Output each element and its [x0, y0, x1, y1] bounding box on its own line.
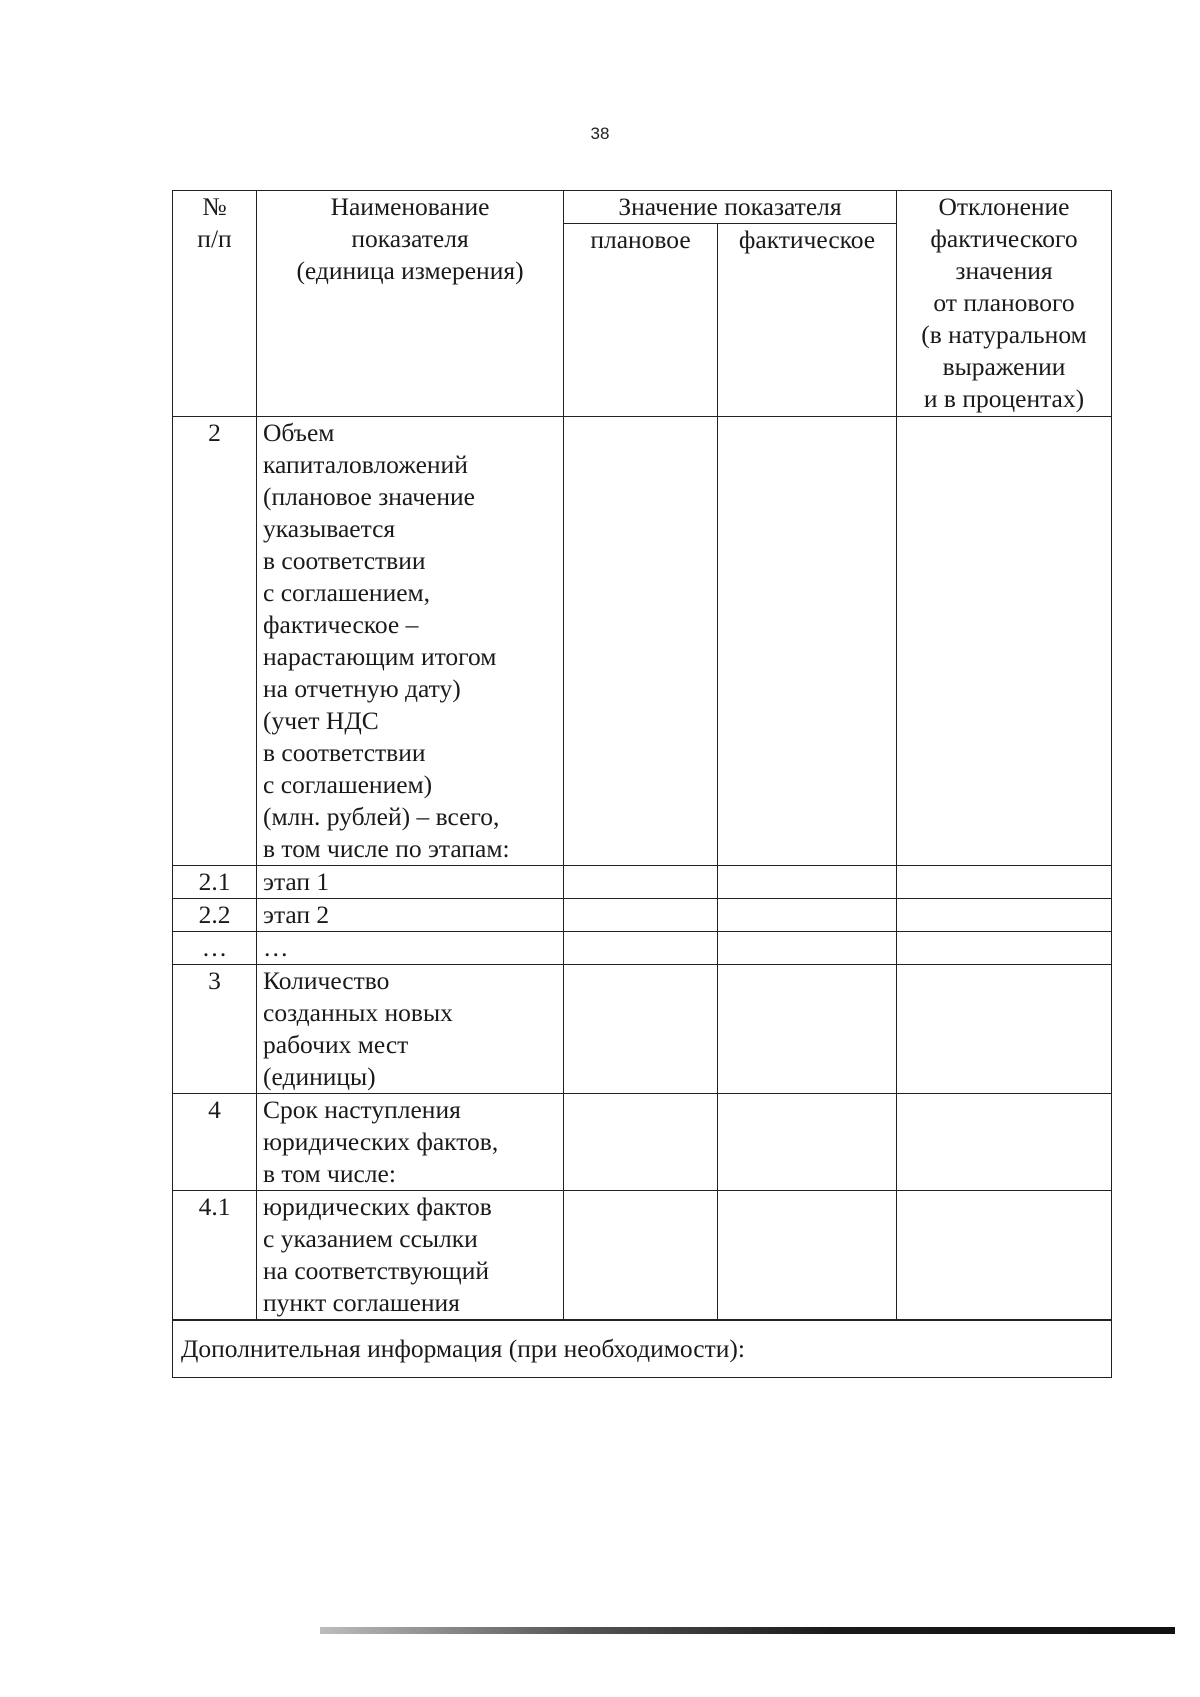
name-line: с соглашением)	[263, 770, 433, 799]
cell-fact	[718, 417, 897, 866]
name-line: юридических фактов	[263, 1192, 492, 1221]
cell-plan	[564, 1191, 718, 1321]
table-row	[173, 1094, 1112, 1191]
header-indicator-name	[257, 191, 564, 417]
name-line: в соответствии	[263, 546, 426, 575]
header-deviation-line: от планового	[933, 288, 1075, 317]
table-row	[173, 932, 1112, 965]
row-number: 2.1	[173, 866, 257, 899]
name-line: на соответствующий	[263, 1256, 489, 1285]
row-indicator-name	[257, 899, 564, 932]
name-line: рабочих мест	[263, 1030, 409, 1059]
cell-plan	[564, 965, 718, 1094]
header-number-line: №	[202, 192, 227, 221]
name-line: капиталовложений	[263, 450, 468, 479]
cell-deviation	[897, 1191, 1112, 1321]
name-line: юридических фактов,	[263, 1127, 499, 1156]
header-deviation	[897, 191, 1112, 417]
row-indicator-name	[257, 866, 564, 899]
cell-deviation	[897, 866, 1112, 899]
cell-fact	[718, 899, 897, 932]
header-deviation-line: и в процентах)	[923, 384, 1085, 413]
name-line: нарастающим итогом	[263, 642, 497, 671]
table-row	[173, 1191, 1112, 1321]
report-table-container	[172, 190, 1111, 1378]
name-line: (единицы)	[263, 1062, 376, 1091]
header-deviation-line: фактического	[930, 224, 1078, 253]
row-number: 4	[173, 1094, 257, 1191]
name-line: Срок наступления	[263, 1095, 461, 1124]
name-line: …	[263, 933, 289, 962]
table-row	[173, 965, 1112, 1094]
cell-plan	[564, 417, 718, 866]
row-indicator-name	[257, 932, 564, 965]
name-line: в том числе:	[263, 1159, 396, 1188]
name-line: (плановое значение	[263, 482, 475, 511]
cell-fact	[718, 866, 897, 899]
row-indicator-name	[257, 1094, 564, 1191]
name-line: с указанием ссылки	[263, 1224, 478, 1253]
additional-info: Дополнительная информация (при необходимости):	[173, 1320, 1112, 1378]
cell-plan	[564, 899, 718, 932]
scan-edge-line	[320, 1627, 1175, 1634]
table-row	[173, 417, 1112, 866]
cell-fact	[718, 1191, 897, 1321]
cell-fact	[718, 1094, 897, 1191]
header-deviation-line: значения	[955, 256, 1053, 285]
header-name-line: Наименование	[330, 192, 490, 221]
cell-plan	[564, 932, 718, 965]
header-name-line: (единица измерения)	[296, 256, 524, 285]
row-number: 2.2	[173, 899, 257, 932]
header-row-top	[173, 191, 1112, 224]
additional-info-row	[173, 1320, 1112, 1378]
cell-deviation	[897, 965, 1112, 1094]
row-indicator-name	[257, 417, 564, 866]
name-line: (учет НДС	[263, 706, 379, 735]
name-line: указывается	[263, 514, 396, 543]
name-line: в соответствии	[263, 738, 426, 767]
cell-deviation	[897, 932, 1112, 965]
name-line: этап 1	[263, 867, 330, 896]
name-line: в том числе по этапам:	[263, 834, 510, 863]
header-plan: плановое	[564, 224, 718, 417]
header-name-line: показателя	[351, 224, 469, 253]
row-number: 3	[173, 965, 257, 1094]
cell-deviation	[897, 1094, 1112, 1191]
name-line: этап 2	[263, 900, 330, 929]
cell-plan	[564, 866, 718, 899]
cell-deviation	[897, 899, 1112, 932]
page-number: 38	[590, 124, 610, 143]
cell-deviation	[897, 417, 1112, 866]
name-line: на отчетную дату)	[263, 674, 461, 703]
cell-fact	[718, 932, 897, 965]
header-deviation-line: выражении	[942, 352, 1066, 381]
name-line: созданных новых	[263, 998, 453, 1027]
row-number: …	[173, 932, 257, 965]
row-indicator-name	[257, 1191, 564, 1321]
name-line: пункт соглашения	[263, 1288, 460, 1317]
header-fact: фактическое	[718, 224, 897, 417]
row-indicator-name	[257, 965, 564, 1094]
name-line: Количество	[263, 966, 390, 995]
table-row	[173, 866, 1112, 899]
header-number-line: п/п	[197, 224, 232, 253]
header-value-group: Значение показателя	[564, 191, 897, 224]
name-line: фактическое –	[263, 610, 419, 639]
cell-fact	[718, 965, 897, 1094]
header-deviation-line: (в натуральном	[921, 320, 1087, 349]
table-row	[173, 899, 1112, 932]
cell-plan	[564, 1094, 718, 1191]
row-number: 2	[173, 417, 257, 866]
name-line: с соглашением,	[263, 578, 431, 607]
name-line: Объем	[263, 418, 335, 447]
header-number	[173, 191, 257, 417]
name-line: (млн. рублей) – всего,	[263, 802, 500, 831]
row-number: 4.1	[173, 1191, 257, 1321]
header-deviation-line: Отклонение	[938, 192, 1070, 221]
indicators-table	[172, 190, 1112, 1378]
